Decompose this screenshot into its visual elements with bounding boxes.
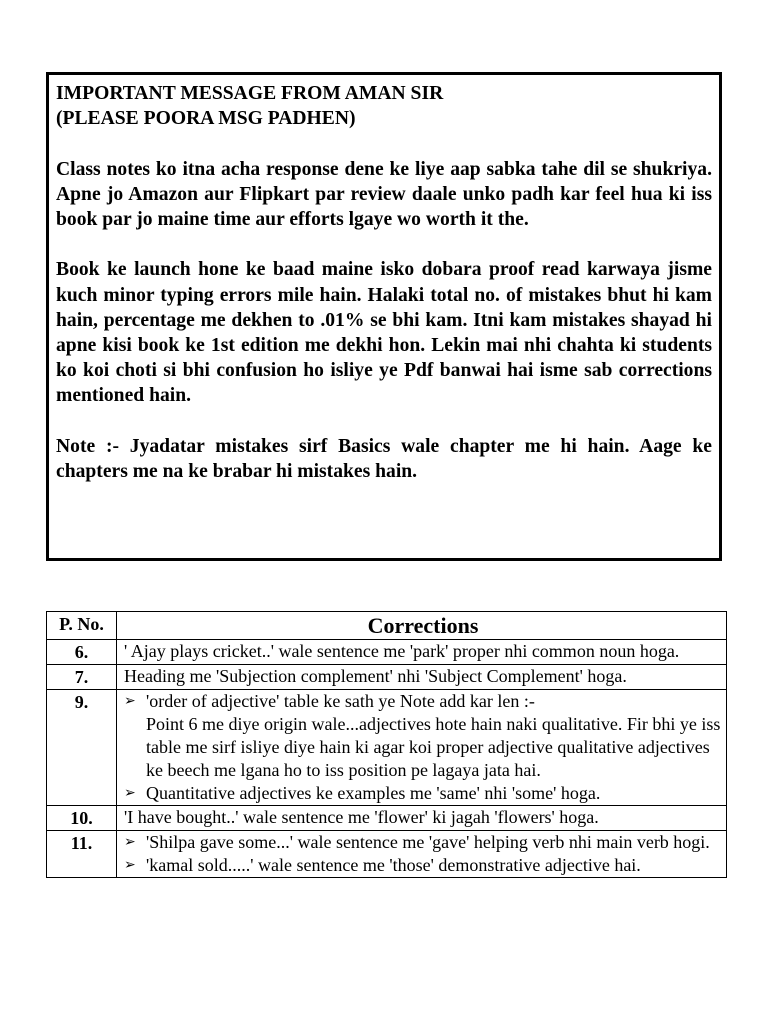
message-note: Note :- Jyadatar mistakes sirf Basics wale chapter me hi hain. Aage ke chapters me na ke brabar hi mistakes hain.	[56, 435, 712, 482]
table-row	[47, 640, 727, 665]
correction-cell: ' Ajay plays cricket..' wale sentence me 'park' proper nhi common noun hoga.	[117, 640, 727, 665]
table-row	[47, 665, 727, 690]
page-number-cell: 6.	[47, 640, 117, 665]
page-number-cell: 7.	[47, 665, 117, 690]
page-number-header: P. No.	[47, 612, 117, 640]
table-row	[47, 831, 727, 878]
correction-cell: Heading me 'Subjection complement' nhi 'Subject Complement' hoga.	[117, 665, 727, 690]
spacer	[56, 131, 712, 156]
page-number-cell: 10.	[47, 806, 117, 831]
correction-cell	[117, 831, 727, 878]
arrow-bullet-icon: ➢	[124, 785, 136, 801]
bullet-text-continued: Point 6 me diye origin wale...adjectives hote hain naki qualitative. Fir bhi ye iss table me sirf isliye diye hain ki agar koi proper adjective qualitative adjectives ke beech me lgana ho to iss position pe lagaya jata hai.	[146, 714, 721, 780]
table-row	[47, 690, 727, 806]
correction-bullet-list	[124, 831, 722, 877]
list-item	[124, 782, 722, 805]
arrow-bullet-icon: ➢	[124, 857, 136, 873]
corrections-header: Corrections	[117, 612, 727, 640]
arrow-bullet-icon: ➢	[124, 693, 136, 709]
correction-cell: 'I have bought..' wale sentence me 'flower' ki jagah 'flowers' hoga.	[117, 806, 727, 831]
spacer	[56, 409, 712, 434]
message-paragraph-2: Book ke launch hone ke baad maine isko dobara proof read karwaya jisme kuch minor typing errors mile hain. Halaki total no. of mistakes bhut hi kam hain, percentage me dekhen to .01% se bhi kam. Itni kam mistakes shayad hi apne kisi book ke 1st edition me dekhi hon. Lekin mai nhi chahta ki students ko koi choti si bhi confusion ho isliye ye Pdf banwai hai isme sab corrections mentioned hain.	[56, 259, 712, 407]
message-paragraph-1: Class notes ko itna acha response dene ke liye aap sabka tahe dil se shukriya. Apne jo Amazon aur Flipkart par review daale unko padh kar feel hua ki iss book par jo maine time aur efforts lgaye wo worth it the.	[56, 158, 712, 230]
table-row	[47, 806, 727, 831]
list-item	[124, 690, 722, 782]
important-message-box	[46, 72, 722, 561]
spacer	[56, 232, 712, 257]
list-item	[124, 854, 722, 877]
table-header-row	[47, 612, 727, 640]
correction-bullet-list	[124, 690, 722, 805]
bullet-text: 'kamal sold.....' wale sentence me 'those' demonstrative adjective hai.	[146, 855, 641, 875]
bullet-text: Quantitative adjectives ke examples me 'same' nhi 'some' hoga.	[146, 783, 601, 803]
corrections-table	[46, 611, 727, 878]
list-item	[124, 831, 722, 854]
arrow-bullet-icon: ➢	[124, 834, 136, 850]
message-title-line2: (PLEASE POORA MSG PADHEN)	[56, 108, 356, 130]
message-title-line1: IMPORTANT MESSAGE FROM AMAN SIR	[56, 83, 444, 104]
page-number-cell: 9.	[47, 690, 117, 806]
correction-cell	[117, 690, 727, 806]
page-number-cell: 11.	[47, 831, 117, 878]
bullet-text: 'order of adjective' table ke sath ye Note add kar len :-	[146, 691, 535, 711]
bullet-text: 'Shilpa gave some...' wale sentence me 'gave' helping verb nhi main verb hogi.	[146, 832, 710, 852]
